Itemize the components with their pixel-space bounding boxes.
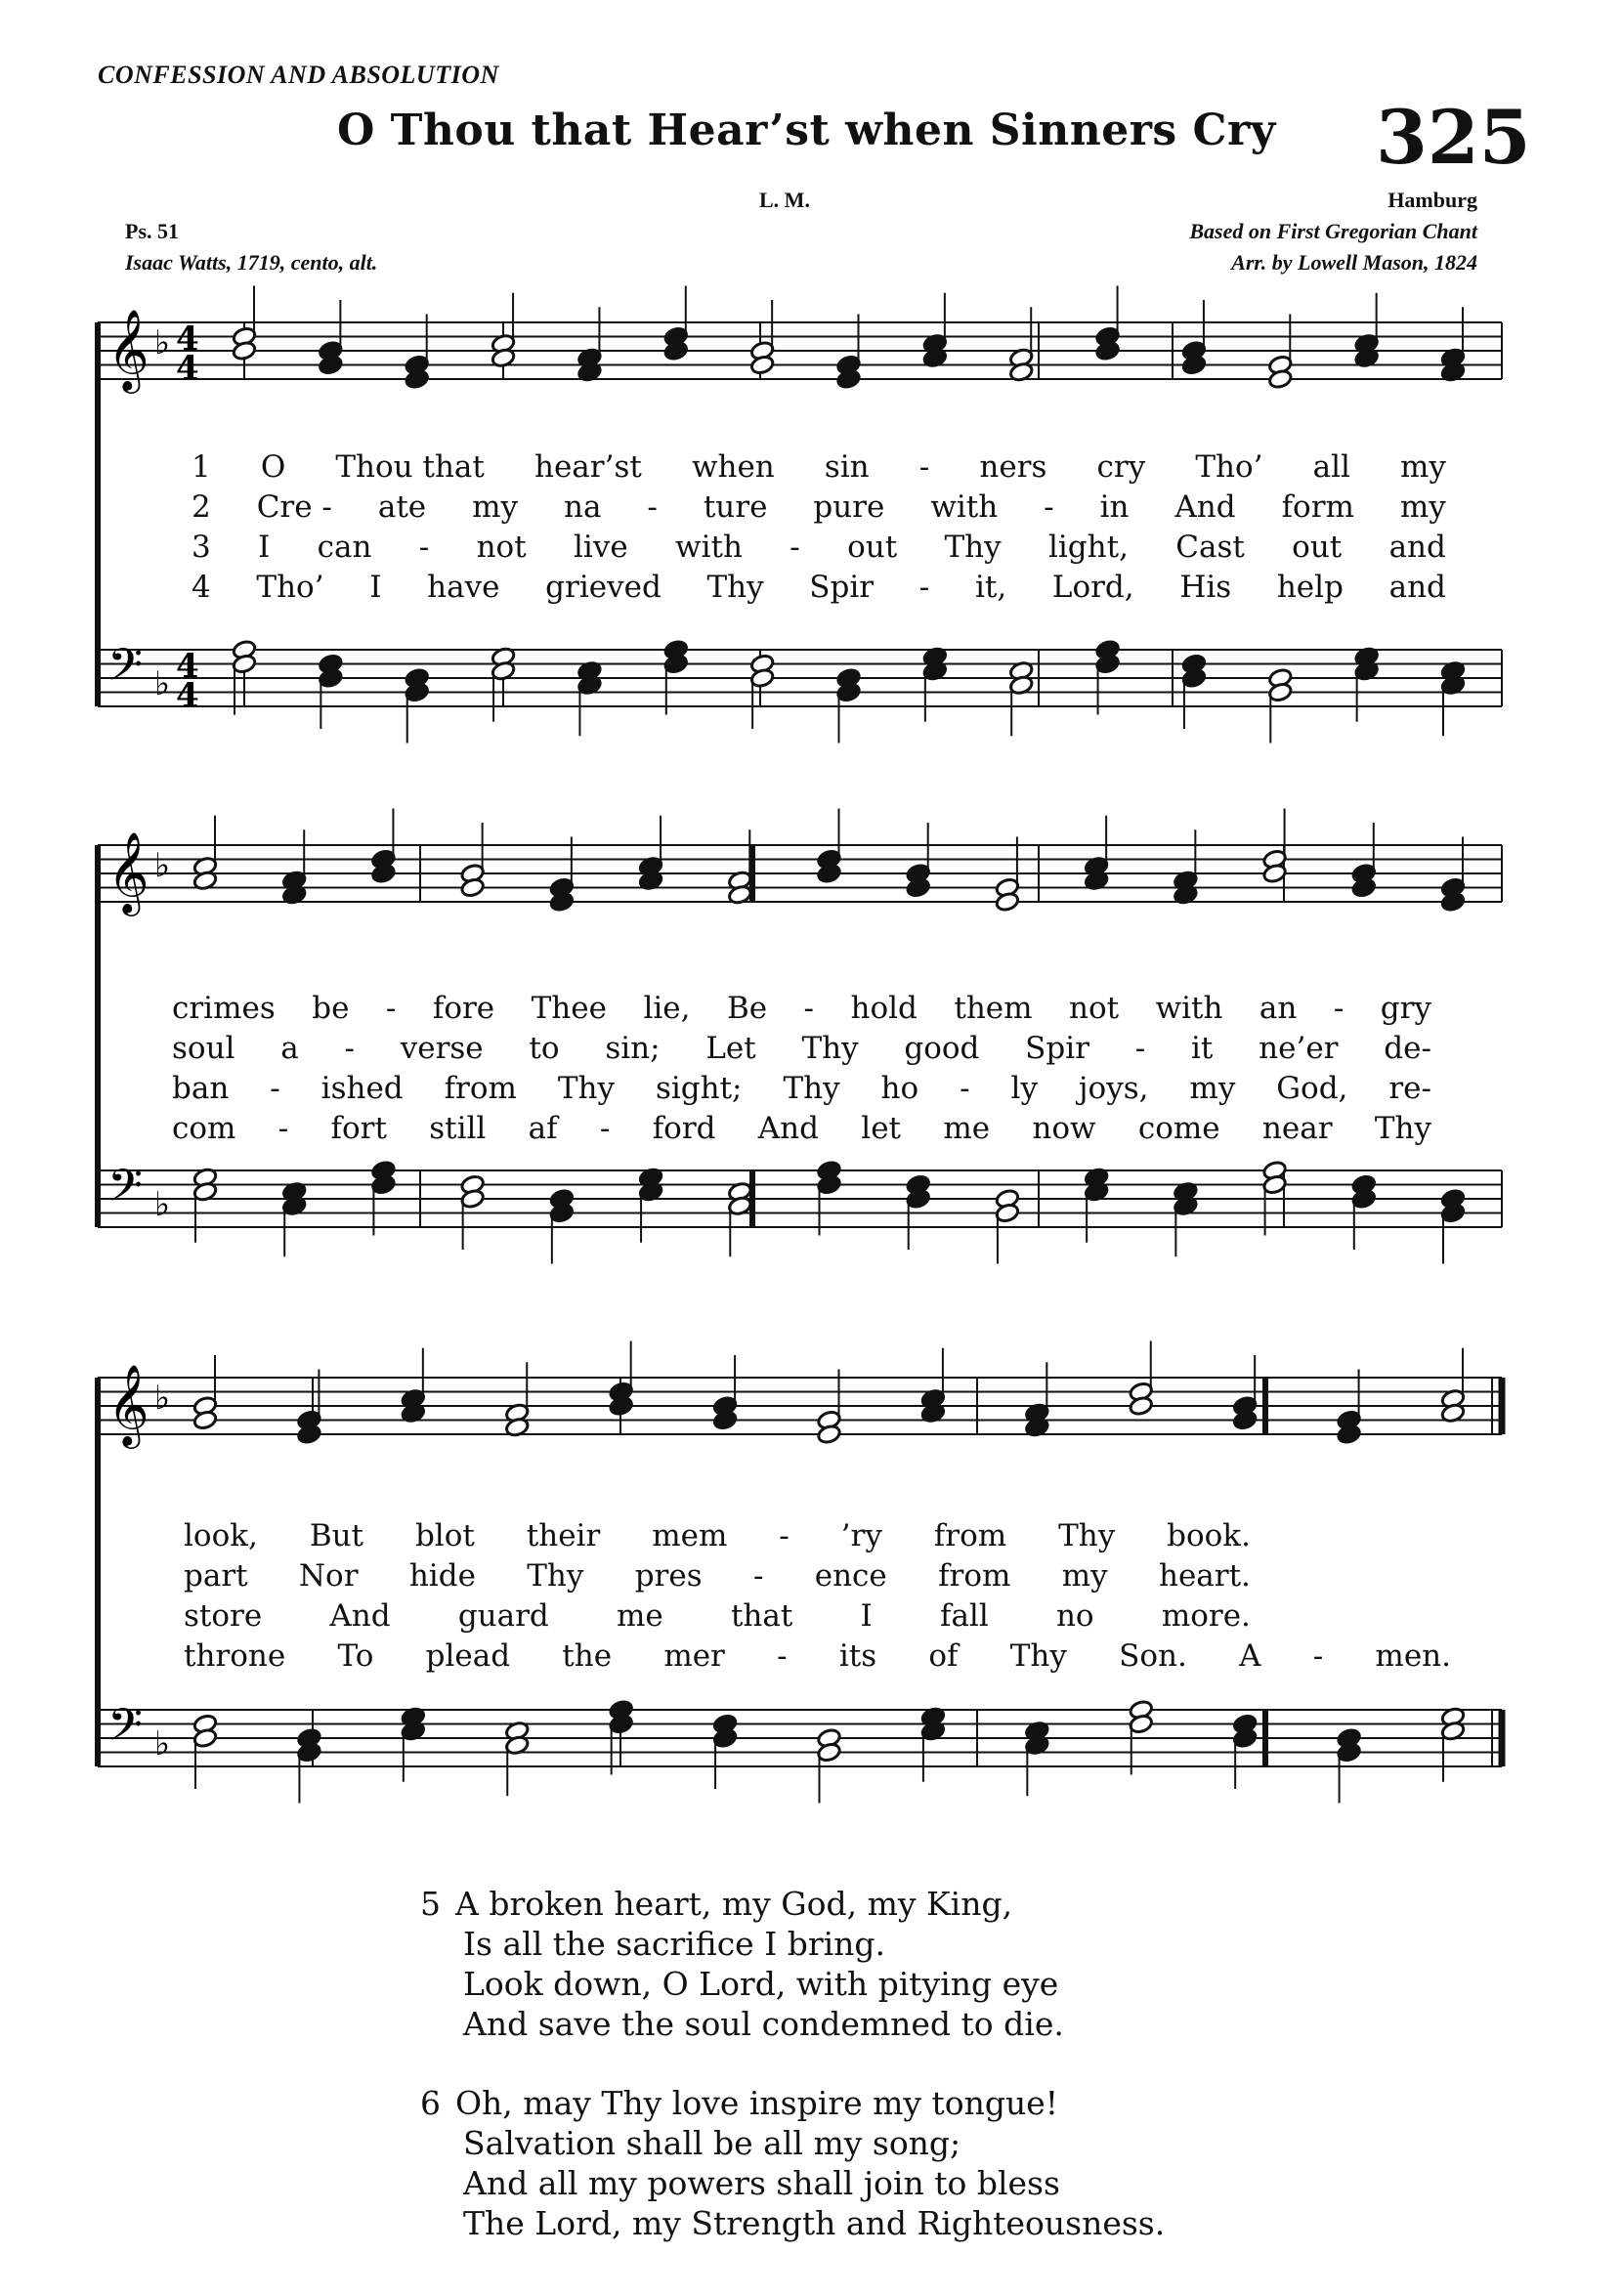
lyric-syllable: -: [960, 1071, 970, 1106]
lyric-syllable: hear’st: [534, 449, 642, 485]
verse-2-line: [184, 1558, 1251, 1594]
stanza-line: Is all the sacrifice I bring.: [463, 1925, 886, 1963]
lyric-syllable: -: [779, 1518, 790, 1553]
lyric-syllable: ly: [1010, 1071, 1038, 1106]
bass-clef: 𝄢: [107, 1699, 144, 1763]
verse-4-line: [184, 1638, 1451, 1674]
lyric-syllable: be: [312, 991, 350, 1026]
lyric-syllable: live: [574, 530, 628, 565]
lyric-syllable: store: [184, 1598, 263, 1634]
stanza-line: And all my powers shall join to bless: [463, 2164, 1060, 2202]
hymn-title: O Thou that Hear’st when Sinners Cry: [337, 106, 1276, 155]
lyric-syllable: my: [1061, 1558, 1108, 1594]
lyric-syllable: To: [337, 1638, 374, 1674]
lyric-syllable: hold: [850, 991, 918, 1026]
lyric-syllable: I: [860, 1598, 873, 1634]
lyric-syllable: Spir: [809, 570, 875, 605]
lyric-syllable: not: [476, 530, 527, 565]
stanza-line: A broken heart, my God, my King,: [455, 1885, 1013, 1923]
lyric-syllable: Be: [726, 991, 768, 1026]
lyric-syllable: in: [1099, 489, 1130, 525]
stanza-number: 5: [420, 1885, 441, 1923]
lyric-syllable: mem: [652, 1518, 728, 1553]
lyric-syllable: de-: [1384, 1031, 1431, 1066]
lyric-syllable: fore: [432, 991, 495, 1026]
lyric-syllable: ho: [880, 1071, 919, 1106]
stanza-5: [420, 1884, 1165, 2044]
lyric-syllable: -: [1134, 1031, 1146, 1066]
lyric-syllable: it: [1191, 1031, 1214, 1066]
verse-1-line: [184, 1518, 1251, 1553]
time-signature: 4: [176, 647, 199, 686]
lyric-syllable: ture: [703, 489, 768, 525]
lyric-syllable: its: [838, 1638, 877, 1674]
lyric-syllable: na: [563, 489, 602, 525]
lyric-syllable: throne: [184, 1638, 286, 1674]
lyric-syllable: A: [1239, 1638, 1261, 1674]
lyric-syllable: Thy: [1058, 1518, 1116, 1553]
time-signature: 4: [176, 349, 199, 388]
section-heading: CONFESSION AND ABSOLUTION: [98, 61, 499, 89]
bass-clef: 𝄢: [107, 1160, 144, 1223]
treble-clef: 𝄞: [107, 1363, 149, 1445]
lyric-syllable: fall: [939, 1598, 989, 1634]
tune-name: Hamburg: [1387, 188, 1477, 212]
lyric-syllable: plead: [425, 1638, 511, 1674]
lyric-syllable: But: [309, 1518, 364, 1553]
lyric-syllable: And: [1174, 489, 1236, 525]
author-credit: Isaac Watts, 1719, cento, alt.: [125, 250, 378, 275]
stanza-6: [420, 2083, 1165, 2243]
lyric-syllable: ban: [172, 1071, 230, 1106]
verse-2-line: [192, 489, 1446, 525]
lyric-syllable: joys,: [1078, 1071, 1149, 1106]
lyric-syllable: fort: [330, 1111, 387, 1146]
lyric-syllable: -: [918, 570, 930, 605]
lyric-syllable: mer: [663, 1638, 725, 1674]
lyric-syllable: ished: [320, 1071, 404, 1106]
lyric-syllable: ate: [377, 489, 427, 525]
lyric-syllable: His: [1179, 570, 1232, 605]
lyric-syllable: sight;: [655, 1071, 743, 1106]
lyric-syllable: And: [757, 1111, 819, 1146]
lyric-syllable: all: [1312, 449, 1350, 485]
lyric-syllable: when: [691, 449, 775, 485]
lyric-syllable: from: [444, 1071, 517, 1106]
lyric-syllable: -: [277, 1111, 289, 1146]
lyric-syllable: 1: [192, 449, 211, 485]
lyric-syllable: near: [1261, 1111, 1333, 1146]
lyric-syllable: Thy: [706, 570, 764, 605]
stanza-line: Look down, O Lord, with pitying eye: [463, 1965, 1059, 2003]
lyric-syllable: -: [777, 1638, 788, 1674]
lyric-syllable: sin;: [605, 1031, 661, 1066]
lyric-syllable: I: [258, 530, 271, 565]
lyric-syllable: good: [904, 1031, 980, 1066]
arranger-credit: Arr. by Lowell Mason, 1824: [1231, 250, 1477, 275]
lyric-syllable: Thy: [801, 1031, 859, 1066]
lyric-syllable: lie,: [643, 991, 691, 1026]
lyric-syllable: to: [529, 1031, 560, 1066]
lyric-syllable: ne’er: [1259, 1031, 1339, 1066]
lyric-syllable: grieved: [545, 570, 662, 605]
lyric-syllable: it,: [974, 570, 1007, 605]
lyric-syllable: Thee: [531, 991, 607, 1026]
meter: L. M.: [759, 188, 810, 212]
lyric-syllable: the: [562, 1638, 613, 1674]
verse-2-line: [172, 1031, 1431, 1066]
lyric-syllable: com: [172, 1111, 236, 1146]
verse-4-line: [172, 1111, 1431, 1146]
lyric-syllable: and: [1388, 570, 1446, 605]
key-flat: ♭: [154, 323, 171, 362]
lyric-syllable: -: [918, 449, 930, 485]
lyric-syllable: Cast: [1175, 530, 1245, 565]
lyric-syllable: -: [270, 1071, 280, 1106]
lyric-syllable: crimes: [172, 991, 276, 1026]
lyric-syllable: my: [1189, 1071, 1236, 1106]
lyric-syllable: sin: [824, 449, 870, 485]
lyric-syllable: ners: [979, 449, 1047, 485]
lyric-syllable: -: [599, 1111, 611, 1146]
time-signature: 4: [176, 319, 199, 359]
lyric-syllable: still: [429, 1111, 487, 1146]
scripture-source: Ps. 51: [125, 219, 179, 243]
hymn-number: 325: [1376, 94, 1531, 181]
lyric-syllable: -: [1044, 489, 1054, 525]
verse-3-line: [184, 1598, 1251, 1634]
lyric-syllable: -: [803, 991, 815, 1026]
lyric-syllable: with: [1155, 991, 1223, 1026]
key-flat: ♭: [154, 1185, 171, 1224]
lyric-syllable: let: [861, 1111, 902, 1146]
verse-3-line: [192, 530, 1446, 565]
lyric-syllable: 2: [192, 489, 211, 525]
lyric-syllable: them: [954, 991, 1033, 1026]
lyric-syllable: Thy: [527, 1558, 584, 1594]
lyric-syllable: -: [385, 991, 397, 1026]
lyric-syllable: help: [1276, 570, 1344, 605]
lyric-syllable: look,: [184, 1518, 258, 1553]
lyric-syllable: me: [943, 1111, 991, 1146]
lyric-syllable: my: [472, 489, 519, 525]
lyric-syllable: that: [730, 1598, 793, 1634]
lyric-syllable: -: [1312, 1638, 1324, 1674]
lyric-syllable: cry: [1096, 449, 1146, 485]
lyric-syllable: of: [928, 1638, 959, 1674]
lyric-syllable: -: [1333, 991, 1345, 1026]
lyric-syllable: men.: [1375, 1638, 1451, 1674]
lyric-syllable: soul: [172, 1031, 235, 1066]
lyric-syllable: Tho’: [256, 570, 324, 605]
lyric-syllable: Thou that: [335, 449, 485, 485]
lyric-syllable: now: [1032, 1111, 1096, 1146]
lyric-syllable: Son.: [1119, 1638, 1187, 1674]
key-flat: ♭: [154, 846, 171, 885]
lyric-syllable: Thy: [1009, 1638, 1067, 1674]
lyric-syllable: -: [752, 1558, 764, 1594]
stanza-number: 6: [420, 2084, 441, 2122]
lyric-syllable: O: [260, 449, 286, 485]
lyric-syllable: blot: [414, 1518, 475, 1553]
lyric-syllable: Thy: [783, 1071, 840, 1106]
verse-1-line: [192, 449, 1446, 485]
lyric-syllable: gry: [1380, 991, 1431, 1026]
lyric-syllable: -: [647, 489, 658, 525]
lyric-syllable: me: [616, 1598, 663, 1634]
lyric-syllable: verse: [400, 1031, 484, 1066]
lyric-syllable: Spir: [1025, 1031, 1089, 1066]
lyric-syllable: more.: [1161, 1598, 1251, 1634]
lyric-syllable: ’ry: [840, 1518, 882, 1553]
lyric-syllable: 4: [192, 570, 211, 605]
key-flat: ♭: [154, 1724, 171, 1764]
lyric-syllable: no: [1055, 1598, 1094, 1634]
key-flat: ♭: [154, 1379, 171, 1418]
lyric-syllable: 3: [192, 530, 211, 565]
treble-clef: 𝄞: [107, 830, 149, 913]
lyric-syllable: with: [675, 530, 743, 565]
verse-4-line: [192, 570, 1446, 605]
lyric-syllable: guard: [457, 1598, 549, 1634]
key-flat: ♭: [154, 664, 171, 703]
stanza-line: Salvation shall be all my song;: [463, 2124, 961, 2162]
treble-clef: 𝄞: [107, 308, 149, 390]
lyric-syllable: light,: [1047, 530, 1129, 565]
lyric-syllable: and: [1388, 530, 1446, 565]
lyric-syllable: come: [1137, 1111, 1220, 1146]
lyric-syllable: Nor: [298, 1558, 359, 1594]
lyric-syllable: Cre -: [256, 489, 332, 525]
verse-1-line: [172, 991, 1431, 1026]
lyric-syllable: a: [280, 1031, 299, 1066]
lyric-syllable: re-: [1388, 1071, 1431, 1106]
lyric-syllable: have: [427, 570, 500, 605]
lyric-syllable: ford: [652, 1111, 716, 1146]
lyric-syllable: hide: [408, 1558, 476, 1594]
lyric-syllable: -: [344, 1031, 355, 1066]
lyric-syllable: God,: [1276, 1071, 1348, 1106]
lyric-syllable: af: [528, 1111, 558, 1146]
lyric-syllable: part: [184, 1558, 248, 1594]
stanza-line: And save the soul condemned to die.: [463, 2005, 1064, 2043]
lyric-syllable: out: [1292, 530, 1343, 565]
stanza-line: The Lord, my Strength and Righteousness.: [463, 2204, 1166, 2242]
lyric-syllable: their: [526, 1518, 601, 1553]
lyric-syllable: from: [938, 1558, 1011, 1594]
lyric-syllable: book.: [1167, 1518, 1251, 1553]
lyric-syllable: Thy: [1374, 1111, 1431, 1146]
lyric-syllable: with: [930, 489, 999, 525]
lyric-syllable: my: [1399, 489, 1446, 525]
lyric-syllable: -: [790, 530, 800, 565]
lyric-syllable: out: [847, 530, 898, 565]
lyric-syllable: I: [369, 570, 382, 605]
lyric-syllable: pres: [634, 1558, 703, 1594]
lyric-syllable: Lord,: [1051, 570, 1134, 605]
lyric-syllable: heart.: [1158, 1558, 1251, 1594]
lyric-syllable: can: [317, 530, 372, 565]
lyric-syllable: ence: [814, 1558, 887, 1594]
lyric-syllable: -: [418, 530, 430, 565]
lyric-syllable: Thy: [557, 1071, 616, 1106]
lyric-syllable: my: [1400, 449, 1446, 485]
tune-source: Based on First Gregorian Chant: [1189, 219, 1477, 243]
lyric-syllable: not: [1069, 991, 1120, 1026]
lyric-syllable: Thy: [944, 530, 1002, 565]
lyric-syllable: Let: [705, 1031, 756, 1066]
stanza-line: Oh, may Thy love inspire my tongue!: [455, 2084, 1059, 2122]
lyric-syllable: And: [329, 1598, 391, 1634]
verse-3-line: [172, 1071, 1431, 1106]
lyric-syllable: pure: [813, 489, 885, 525]
bass-clef: 𝄢: [107, 639, 144, 702]
additional-stanzas: [420, 1884, 1165, 2282]
lyric-syllable: an: [1259, 991, 1298, 1026]
lyric-syllable: form: [1281, 489, 1354, 525]
time-signature: 4: [176, 676, 199, 715]
lyric-syllable: from: [933, 1518, 1007, 1553]
lyric-syllable: Tho’: [1195, 449, 1263, 485]
